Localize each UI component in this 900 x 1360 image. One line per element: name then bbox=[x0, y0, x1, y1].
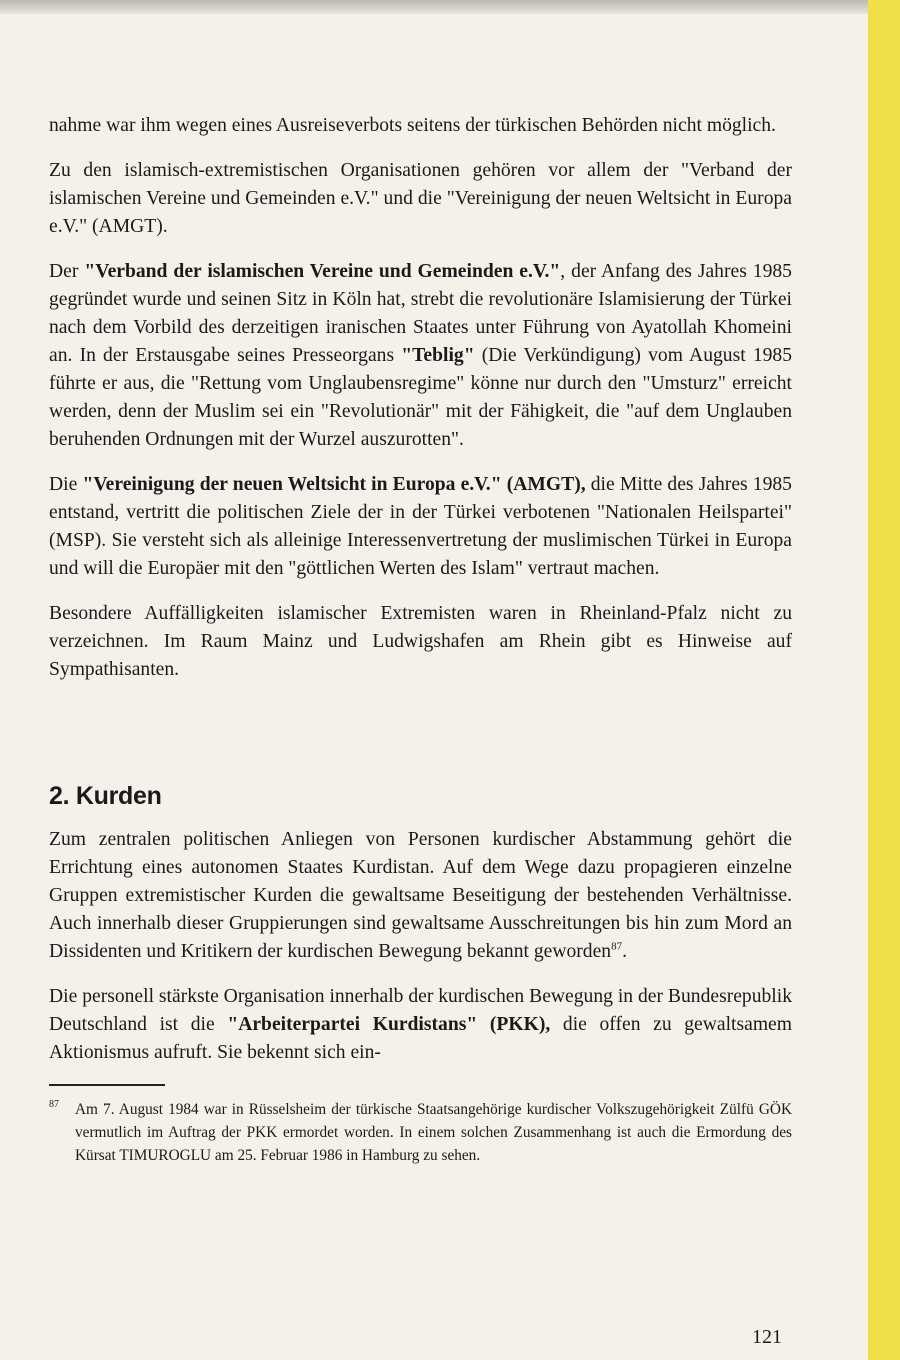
yellow-page-edge bbox=[868, 0, 900, 1360]
paragraph-3-pre: Der bbox=[49, 261, 85, 282]
paragraph-6 bbox=[49, 826, 792, 966]
paragraph-4-pre: Die bbox=[49, 474, 83, 495]
footnote-ref-87[interactable]: 87 bbox=[611, 940, 623, 953]
paragraph-1: nahme war ihm wegen eines Ausreiseverbots seitens der türkischen Behörden nicht möglich. bbox=[49, 115, 776, 136]
footnote-87 bbox=[49, 1098, 792, 1167]
paragraph-6-text: Zum zentralen politischen Anliegen von Personen kurdischer Abstammung gehört die Errichtung eines autonomen Staates Kurdistan. Auf dem Wege dazu propagieren einzelne Gruppen extremistischer Kurden die gewaltsame Beseitigung der bestehenden Verhältnisse. Auch innerhalb dieser Gruppierungen sind gewaltsame Ausschreitungen bis hin zum Mord an Dissidenten und Kritikern der kurdischen Bewegung bekannt geworden bbox=[49, 829, 792, 962]
paragraph-4-bold-amgt: "Vereinigung der neuen Weltsicht in Europa e.V." (AMGT), bbox=[82, 474, 586, 495]
paragraph-4 bbox=[49, 471, 792, 583]
paragraph-5: Besondere Auffälligkeiten islamischer Extremisten waren in Rheinland-Pfalz nicht zu verzeichnen. Im Raum Mainz und Ludwigshafen am Rhein gibt es Hinweise auf Sympathisanten. bbox=[49, 603, 792, 680]
footnote-divider bbox=[49, 1084, 165, 1086]
paragraph-7-post: die offen zu gewaltsamem Aktionismus aufruft. Sie bekennt sich ein- bbox=[49, 1014, 792, 1063]
paragraph-3-post: (Die Verkündigung) vom August 1985 führte er aus, die "Rettung vom Unglaubensregime" könne nur durch den "Umsturz" erreicht werden, denn der Muslim sei ein "Revolutionär" mit der Fähigkeit, die "auf dem Unglauben beruhenden Ordnungen mit der Wurzel auszurotten". bbox=[49, 345, 793, 450]
paragraph-3-mid: , der Anfang des Jahres 1985 gegründet wurde und seinen Sitz in Köln hat, strebt die revolutionäre Islamisierung der Türkei nach dem Vorbild des derzeitigen iranischen Staates unter Führung von Ayatollah Khomeini an. In der Erstausgabe seines Presseorgans bbox=[49, 261, 792, 366]
paragraph-3 bbox=[49, 258, 792, 454]
paragraph-3-bold-org: "Verband der islamischen Vereine und Gemeinden e.V." bbox=[84, 261, 561, 282]
paragraph-4-post: die Mitte des Jahres 1985 entstand, vertritt die politischen Ziele der in der Türkei verbotenen "Nationalen Heilspartei" (MSP). Sie versteht sich als alleinige Interessenvertretung der muslimischen Türkei in Europa und will die Europäer mit den "göttlichen Werten des Islam" vertraut machen. bbox=[49, 474, 792, 579]
paragraph-2: Zu den islamisch-extremistischen Organisationen gehören vor allem der "Verband der islamischen Vereine und Gemeinden e.V." und die "Vereinigung der neuen Weltsicht in Europa e.V." (AMGT). bbox=[49, 160, 792, 237]
paragraph-7-bold-pkk: "Arbeiterpartei Kurdistans" (PKK), bbox=[227, 1014, 551, 1035]
section-heading-kurden: 2. Kurden bbox=[49, 782, 162, 810]
paragraph-7 bbox=[49, 983, 792, 1067]
page-number: 121 bbox=[752, 1326, 782, 1348]
paragraph-7-pre: Die personell stärkste Organisation innerhalb der kurdischen Bewegung in der Bundesrepublik Deutschland ist die bbox=[49, 986, 792, 1035]
paragraph-3-bold-teblig: "Teblig" bbox=[401, 345, 475, 366]
footnote-number: 87 bbox=[49, 1098, 59, 1110]
paragraph-6-end: . bbox=[622, 941, 627, 962]
footnote-text: Am 7. August 1984 war in Rüsselsheim der türkische Staatsangehörige kurdischer Volkszugehörigkeit Zülfü GÖK vermutlich im Auftrag der PKK ermordet worden. In einem solchen Zusammenhang ist auch die Ermordung des Kürsat TIMUROGLU am 25. Februar 1986 in Hamburg zu sehen. bbox=[75, 1100, 792, 1164]
scan-top-edge bbox=[0, 0, 870, 14]
page-body bbox=[49, 112, 792, 1167]
